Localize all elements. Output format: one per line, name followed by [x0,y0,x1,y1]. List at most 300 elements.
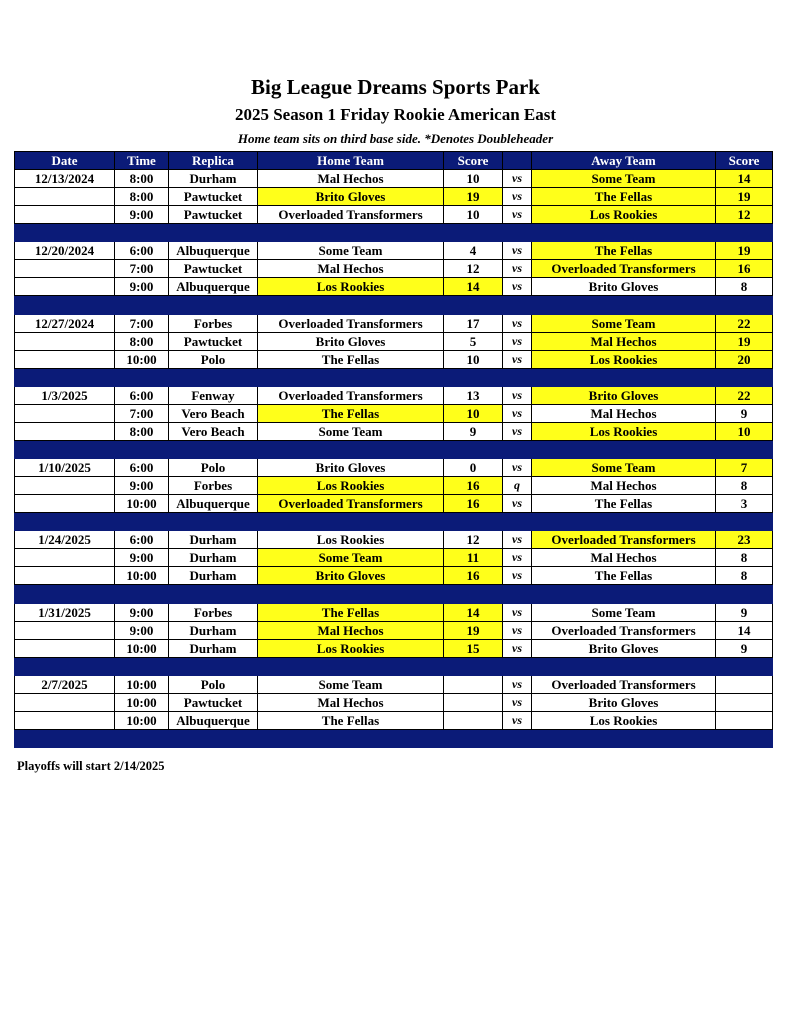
away-team-cell: Los Rookies [532,712,716,730]
home-score-cell [444,712,503,730]
table-row [15,676,773,694]
separator-cell [258,368,444,386]
separator-cell [15,585,115,603]
separator-cell [532,296,716,314]
home-team-cell: Los Rookies [258,278,444,296]
away-team-cell: Mal Hechos [532,477,716,495]
vs-cell: vs [503,639,532,657]
date-cell [15,477,115,495]
time-cell: 9:00 [115,477,169,495]
vs-cell: vs [503,603,532,621]
table-row [15,332,773,350]
separator-cell [532,440,716,458]
time-cell: 9:00 [115,549,169,567]
column-header-replica: Replica [169,152,258,170]
week-separator-row [15,657,773,675]
table-row [15,422,773,440]
away-score-cell [716,694,773,712]
separator-cell [444,730,503,748]
replica-cell: Polo [169,676,258,694]
separator-cell [115,440,169,458]
replica-cell: Durham [169,621,258,639]
separator-cell [15,368,115,386]
date-cell: 1/24/2025 [15,531,115,549]
home-score-cell: 0 [444,459,503,477]
home-team-cell: Los Rookies [258,639,444,657]
time-cell: 10:00 [115,694,169,712]
home-team-cell: The Fellas [258,603,444,621]
separator-cell [503,296,532,314]
date-cell [15,188,115,206]
week-separator-row [15,296,773,314]
separator-cell [716,440,773,458]
separator-cell [503,657,532,675]
separator-cell [169,585,258,603]
home-score-cell: 10 [444,170,503,188]
home-team-cell: The Fellas [258,404,444,422]
home-score-cell: 10 [444,206,503,224]
week-separator-row [15,440,773,458]
vs-cell: vs [503,712,532,730]
home-score-cell: 10 [444,404,503,422]
week-separator-row [15,513,773,531]
replica-cell: Durham [169,170,258,188]
date-cell: 1/31/2025 [15,603,115,621]
separator-cell [503,585,532,603]
time-cell: 9:00 [115,278,169,296]
away-score-cell: 14 [716,621,773,639]
away-score-cell: 8 [716,477,773,495]
vs-cell: vs [503,278,532,296]
separator-cell [258,730,444,748]
separator-cell [115,513,169,531]
time-cell: 7:00 [115,404,169,422]
vs-cell: vs [503,676,532,694]
week-separator-row [15,585,773,603]
home-score-cell: 17 [444,314,503,332]
home-score-cell: 11 [444,549,503,567]
replica-cell: Albuquerque [169,278,258,296]
separator-cell [532,730,716,748]
replica-cell: Fenway [169,386,258,404]
home-team-cell: Mal Hechos [258,621,444,639]
separator-cell [258,224,444,242]
time-cell: 8:00 [115,422,169,440]
vs-cell: vs [503,206,532,224]
away-team-cell: Some Team [532,170,716,188]
separator-cell [503,224,532,242]
vs-cell: vs [503,531,532,549]
vs-cell: q [503,477,532,495]
separator-cell [258,296,444,314]
table-row [15,603,773,621]
home-team-cell: The Fellas [258,350,444,368]
separator-cell [532,224,716,242]
table-row [15,314,773,332]
separator-cell [115,296,169,314]
separator-cell [716,224,773,242]
table-row [15,712,773,730]
vs-cell: vs [503,332,532,350]
date-cell [15,350,115,368]
time-cell: 7:00 [115,260,169,278]
week-separator-row [15,368,773,386]
separator-cell [716,730,773,748]
separator-cell [169,730,258,748]
playoffs-note: Playoffs will start 2/14/2025 [17,759,165,773]
vs-cell: vs [503,260,532,278]
date-cell [15,639,115,657]
schedule-table-container [14,151,773,748]
separator-cell [444,513,503,531]
date-cell: 2/7/2025 [15,676,115,694]
replica-cell: Polo [169,459,258,477]
away-team-cell: Overloaded Transformers [532,621,716,639]
table-row [15,567,773,585]
away-score-cell: 9 [716,404,773,422]
away-score-cell: 16 [716,260,773,278]
separator-cell [115,224,169,242]
home-team-cell: Some Team [258,422,444,440]
time-cell: 9:00 [115,621,169,639]
away-team-cell: Brito Gloves [532,639,716,657]
separator-cell [444,368,503,386]
separator-cell [503,368,532,386]
date-cell [15,278,115,296]
home-team-cell: Some Team [258,242,444,260]
table-row [15,278,773,296]
time-cell: 8:00 [115,188,169,206]
vs-cell: vs [503,495,532,513]
away-team-cell: Some Team [532,459,716,477]
schedule-note: Home team sits on third base side. *Denotes Doubleheader [237,131,554,146]
table-row [15,206,773,224]
vs-cell: vs [503,350,532,368]
home-score-cell: 19 [444,188,503,206]
home-team-cell: Brito Gloves [258,188,444,206]
home-team-cell: Overloaded Transformers [258,314,444,332]
column-header-away-team: Away Team [532,152,716,170]
table-header-row [15,152,773,170]
separator-cell [169,368,258,386]
home-score-cell: 14 [444,278,503,296]
separator-cell [15,296,115,314]
column-header-home-team: Home Team [258,152,444,170]
home-score-cell: 9 [444,422,503,440]
date-cell: 12/13/2024 [15,170,115,188]
home-team-cell: Overloaded Transformers [258,206,444,224]
home-team-cell: Some Team [258,676,444,694]
away-team-cell: Mal Hechos [532,332,716,350]
away-team-cell: Brito Gloves [532,386,716,404]
away-team-cell: Some Team [532,314,716,332]
home-team-cell: The Fellas [258,712,444,730]
separator-cell [15,730,115,748]
replica-cell: Durham [169,549,258,567]
separator-cell [716,513,773,531]
home-team-cell: Mal Hechos [258,260,444,278]
replica-cell: Albuquerque [169,712,258,730]
table-row [15,549,773,567]
away-score-cell: 19 [716,332,773,350]
away-score-cell: 10 [716,422,773,440]
replica-cell: Pawtucket [169,206,258,224]
separator-cell [716,368,773,386]
away-score-cell: 8 [716,278,773,296]
replica-cell: Pawtucket [169,694,258,712]
replica-cell: Forbes [169,477,258,495]
separator-cell [115,585,169,603]
separator-cell [532,368,716,386]
time-cell: 6:00 [115,459,169,477]
separator-cell [169,513,258,531]
replica-cell: Albuquerque [169,495,258,513]
replica-cell: Durham [169,639,258,657]
vs-cell: vs [503,314,532,332]
home-team-cell: Overloaded Transformers [258,386,444,404]
time-cell: 6:00 [115,386,169,404]
away-score-cell: 22 [716,314,773,332]
replica-cell: Vero Beach [169,422,258,440]
time-cell: 8:00 [115,332,169,350]
date-cell: 1/10/2025 [15,459,115,477]
replica-cell: Pawtucket [169,260,258,278]
table-row [15,404,773,422]
date-cell [15,567,115,585]
away-score-cell: 9 [716,639,773,657]
time-cell: 9:00 [115,206,169,224]
page-title: Big League Dreams Sports Park [251,75,540,99]
separator-cell [716,296,773,314]
time-cell: 10:00 [115,639,169,657]
replica-cell: Pawtucket [169,188,258,206]
separator-cell [115,657,169,675]
schedule-body [15,170,773,748]
replica-cell: Polo [169,350,258,368]
time-cell: 10:00 [115,676,169,694]
separator-cell [258,585,444,603]
home-score-cell: 16 [444,495,503,513]
date-cell [15,422,115,440]
table-row [15,170,773,188]
home-team-cell: Mal Hechos [258,694,444,712]
table-row [15,260,773,278]
away-score-cell: 9 [716,603,773,621]
away-team-cell: The Fellas [532,495,716,513]
column-header-date: Date [15,152,115,170]
date-cell [15,694,115,712]
table-row [15,694,773,712]
away-score-cell: 23 [716,531,773,549]
table-row [15,477,773,495]
vs-cell: vs [503,459,532,477]
time-cell: 9:00 [115,603,169,621]
separator-cell [169,296,258,314]
table-row [15,459,773,477]
vs-cell: vs [503,422,532,440]
home-score-cell: 15 [444,639,503,657]
separator-cell [115,368,169,386]
home-score-cell: 4 [444,242,503,260]
away-score-cell: 3 [716,495,773,513]
away-score-cell: 8 [716,567,773,585]
away-team-cell: The Fellas [532,188,716,206]
schedule-table [14,151,773,748]
away-team-cell: Los Rookies [532,350,716,368]
home-team-cell: Los Rookies [258,477,444,495]
time-cell: 8:00 [115,170,169,188]
vs-cell: vs [503,170,532,188]
home-score-cell: 10 [444,350,503,368]
replica-cell: Pawtucket [169,332,258,350]
date-cell [15,712,115,730]
separator-cell [716,585,773,603]
date-cell [15,621,115,639]
home-score-cell: 13 [444,386,503,404]
separator-cell [444,657,503,675]
separator-cell [15,657,115,675]
date-cell [15,495,115,513]
separator-cell [503,513,532,531]
away-score-cell: 22 [716,386,773,404]
separator-cell [532,657,716,675]
home-team-cell: Some Team [258,549,444,567]
away-team-cell: Mal Hechos [532,549,716,567]
away-score-cell: 8 [716,549,773,567]
away-score-cell: 19 [716,188,773,206]
replica-cell: Durham [169,531,258,549]
home-team-cell: Mal Hechos [258,170,444,188]
vs-cell: vs [503,621,532,639]
away-team-cell: Overloaded Transformers [532,531,716,549]
home-score-cell: 19 [444,621,503,639]
away-score-cell: 14 [716,170,773,188]
separator-cell [503,730,532,748]
time-cell: 6:00 [115,531,169,549]
time-cell: 10:00 [115,495,169,513]
table-row [15,495,773,513]
separator-cell [532,513,716,531]
home-score-cell: 12 [444,531,503,549]
replica-cell: Forbes [169,603,258,621]
away-team-cell: Mal Hechos [532,404,716,422]
vs-cell: vs [503,567,532,585]
home-team-cell: Brito Gloves [258,459,444,477]
home-score-cell: 16 [444,567,503,585]
date-cell [15,549,115,567]
home-score-cell: 12 [444,260,503,278]
column-header-home-score: Score [444,152,503,170]
vs-cell: vs [503,404,532,422]
separator-cell [258,513,444,531]
date-cell: 1/3/2025 [15,386,115,404]
away-team-cell: The Fellas [532,242,716,260]
away-team-cell: Los Rookies [532,206,716,224]
away-team-cell: Overloaded Transformers [532,676,716,694]
week-separator-row [15,224,773,242]
away-team-cell: Brito Gloves [532,278,716,296]
vs-cell: vs [503,694,532,712]
away-team-cell: Some Team [532,603,716,621]
separator-cell [532,585,716,603]
away-team-cell: The Fellas [532,567,716,585]
table-row [15,350,773,368]
table-row [15,531,773,549]
home-score-cell: 5 [444,332,503,350]
column-header-time: Time [115,152,169,170]
table-row [15,621,773,639]
date-cell [15,260,115,278]
home-score-cell [444,694,503,712]
table-row [15,242,773,260]
replica-cell: Durham [169,567,258,585]
home-score-cell: 14 [444,603,503,621]
separator-cell [503,440,532,458]
date-cell: 12/20/2024 [15,242,115,260]
separator-cell [169,440,258,458]
time-cell: 7:00 [115,314,169,332]
away-score-cell: 12 [716,206,773,224]
home-score-cell [444,676,503,694]
separator-cell [15,440,115,458]
time-cell: 10:00 [115,712,169,730]
separator-cell [444,585,503,603]
separator-cell [258,657,444,675]
time-cell: 6:00 [115,242,169,260]
separator-cell [444,296,503,314]
vs-cell: vs [503,549,532,567]
separator-cell [258,440,444,458]
time-cell: 10:00 [115,567,169,585]
vs-cell: vs [503,242,532,260]
separator-cell [444,440,503,458]
home-team-cell: Los Rookies [258,531,444,549]
home-team-cell: Overloaded Transformers [258,495,444,513]
table-row [15,639,773,657]
away-score-cell [716,676,773,694]
away-score-cell: 20 [716,350,773,368]
page-subtitle: 2025 Season 1 Friday Rookie American East [234,105,557,124]
replica-cell: Vero Beach [169,404,258,422]
column-header-vs [503,152,532,170]
date-cell [15,332,115,350]
away-score-cell: 19 [716,242,773,260]
away-team-cell: Brito Gloves [532,694,716,712]
separator-cell [716,657,773,675]
separator-cell [169,224,258,242]
away-team-cell: Overloaded Transformers [532,260,716,278]
home-team-cell: Brito Gloves [258,567,444,585]
vs-cell: vs [503,188,532,206]
away-score-cell: 7 [716,459,773,477]
week-separator-row [15,730,773,748]
vs-cell: vs [503,386,532,404]
column-header-away-score: Score [716,152,773,170]
replica-cell: Forbes [169,314,258,332]
separator-cell [444,224,503,242]
date-cell: 12/27/2024 [15,314,115,332]
away-team-cell: Los Rookies [532,422,716,440]
separator-cell [15,513,115,531]
date-cell [15,206,115,224]
separator-cell [115,730,169,748]
time-cell: 10:00 [115,350,169,368]
date-cell [15,404,115,422]
away-score-cell [716,712,773,730]
table-row [15,188,773,206]
replica-cell: Albuquerque [169,242,258,260]
separator-cell [169,657,258,675]
